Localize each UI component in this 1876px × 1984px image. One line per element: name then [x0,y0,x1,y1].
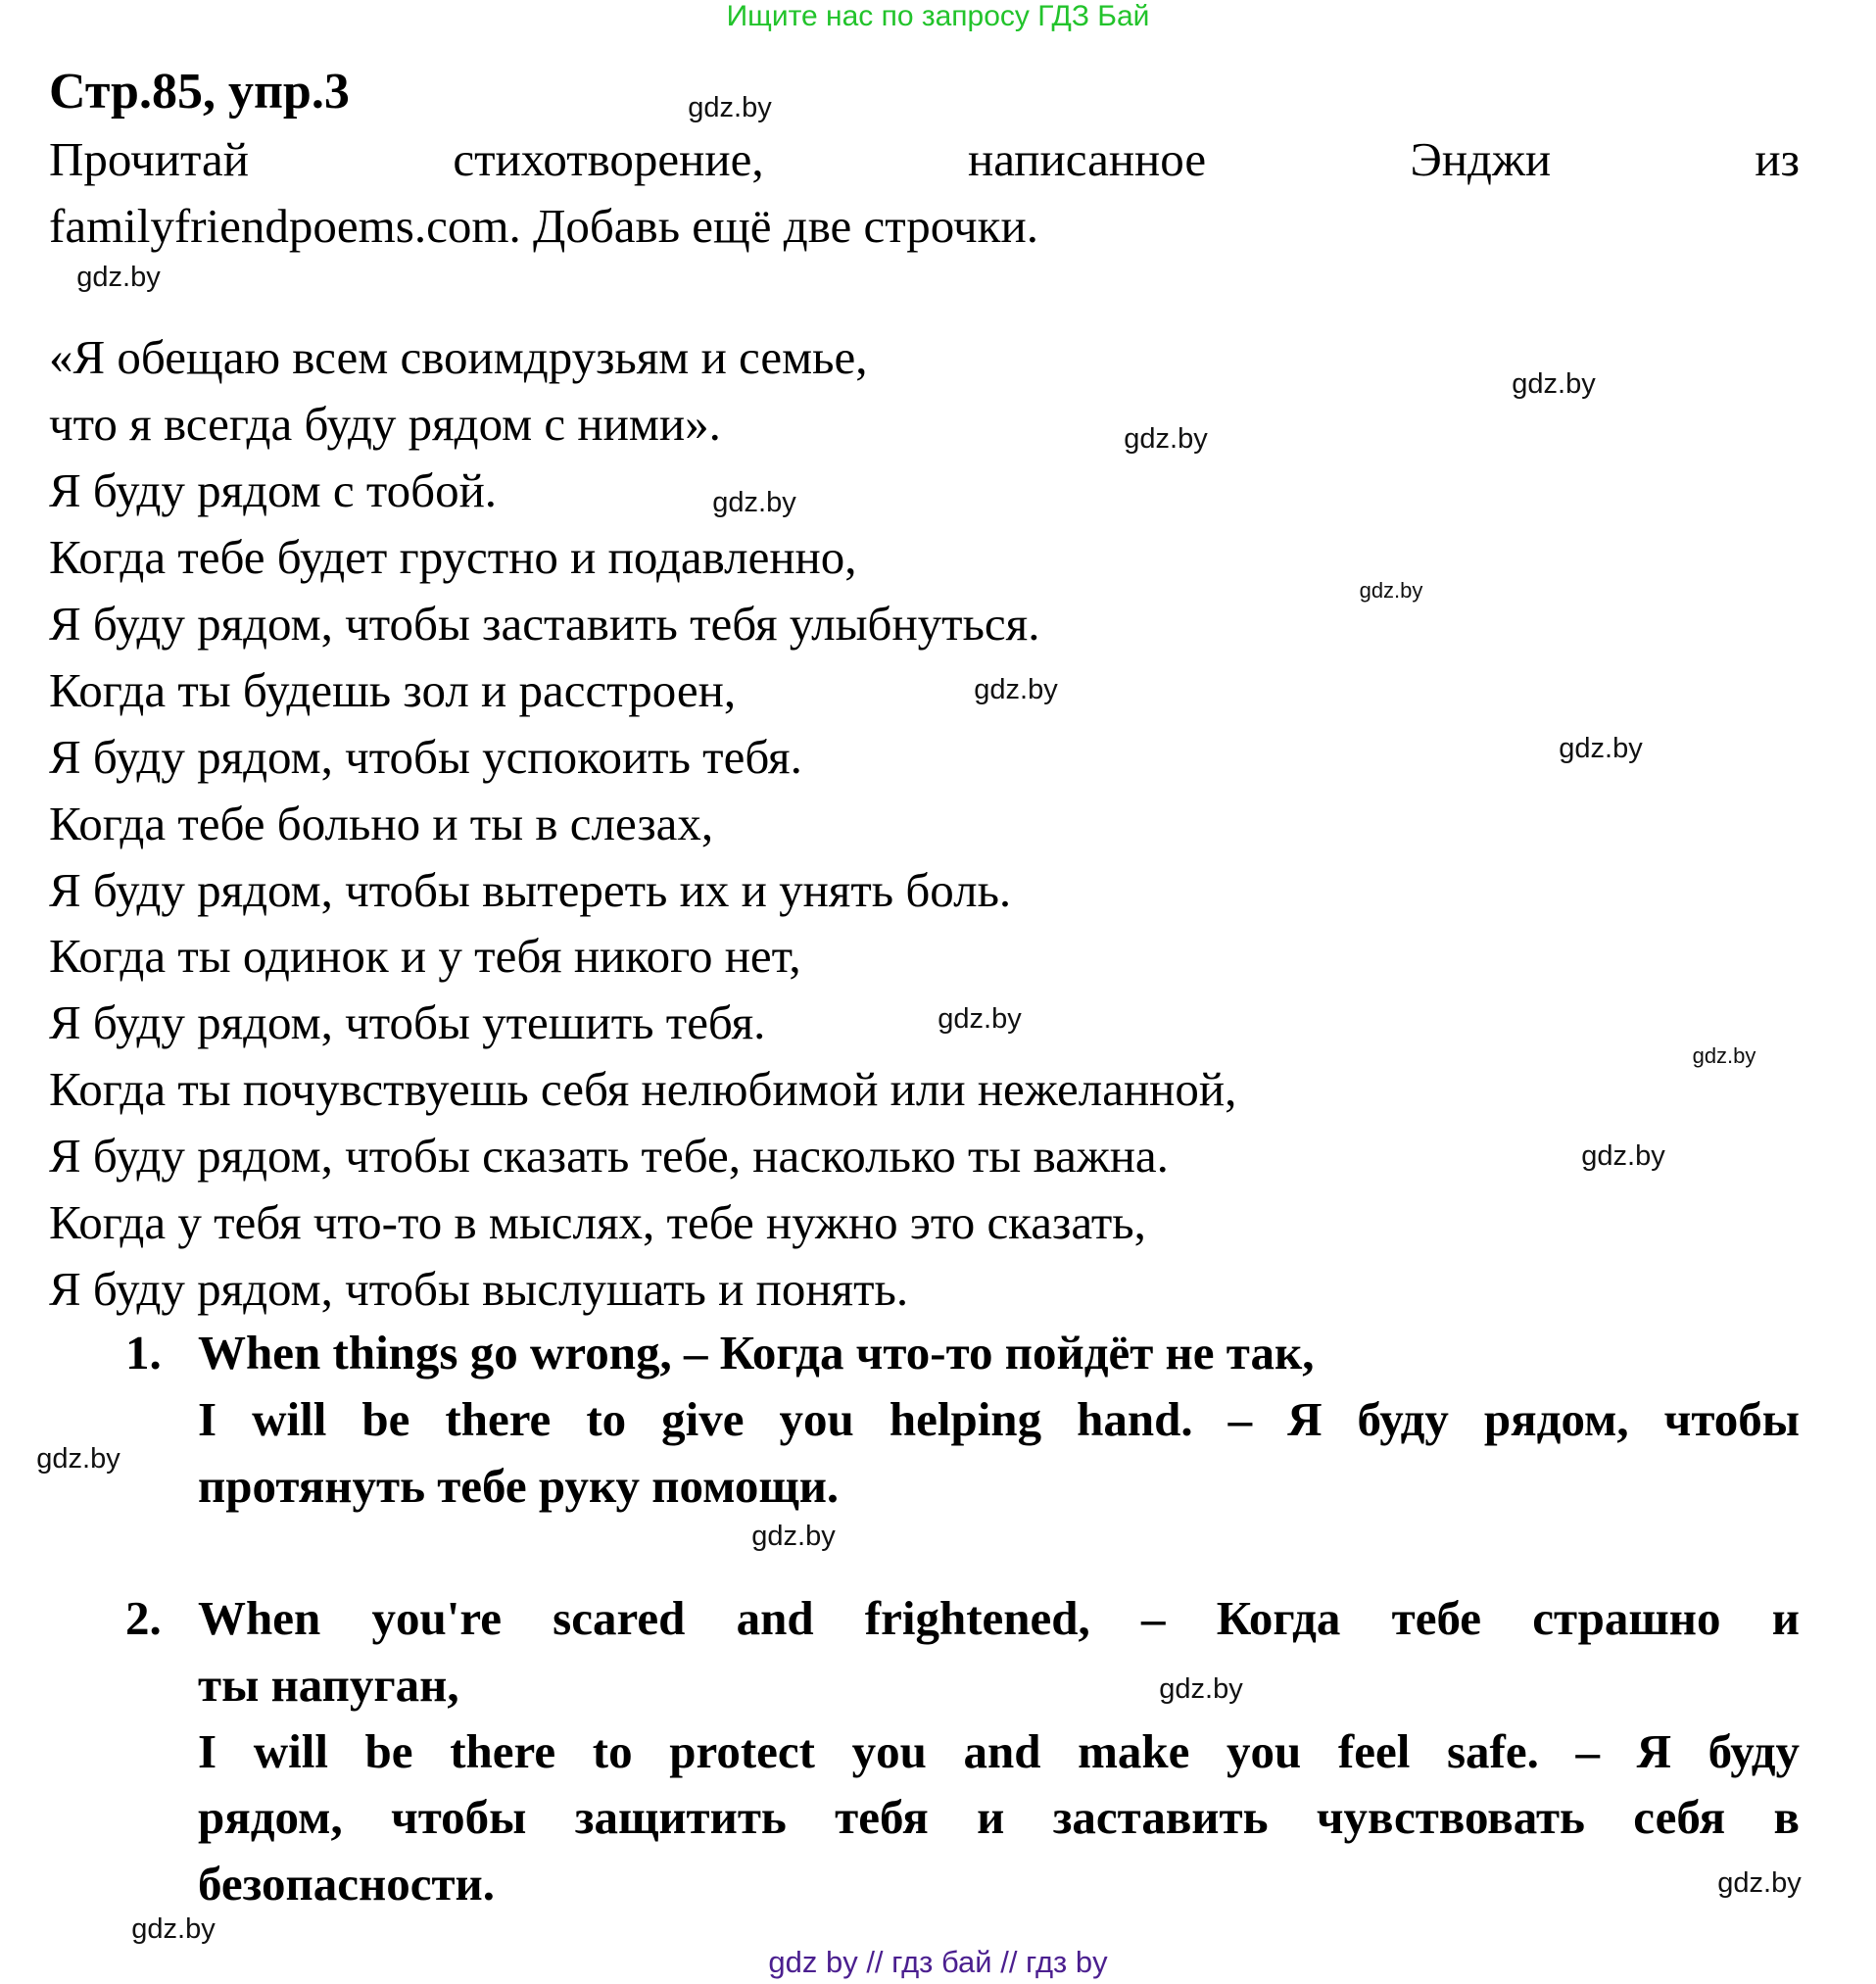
poem-line: Когда тебе будет грустно и подавленно, [49,530,857,584]
watermark: gdz.by [1159,1673,1243,1705]
watermark: gdz.by [131,1913,216,1945]
watermark: gdz.by [1359,578,1423,603]
watermark: gdz.by [1559,733,1643,764]
watermark: gdz.by [1717,1867,1802,1899]
answer-number: 1. [125,1326,162,1379]
answer-line: безопасности. [198,1857,496,1911]
poem-line: Я буду рядом с тобой. [49,463,498,517]
poem-line: Я буду рядом, чтобы вытереть их и унять боль. [49,863,1012,917]
poem-line: Я буду рядом, чтобы утешить тебя. [49,995,766,1049]
poem-line: Я буду рядом, чтобы сказать тебе, насколько ты важна. [49,1129,1169,1183]
watermark: gdz.by [36,1443,120,1475]
poem-line: Я буду рядом, чтобы успокоить тебя. [49,730,802,784]
answer-line: I will be there to give you helping hand. – Я буду рядом, чтобы [198,1392,1800,1446]
answer-line: рядом, чтобы защитить тебя и заставить чувствовать себя в [198,1790,1800,1844]
poem-line: «Я обещаю всем своимдрузьям и семье, [49,330,868,384]
poem-line: Когда ты будешь зол и расстроен, [49,663,737,717]
watermark: gdz.by [1124,423,1208,455]
poem-line: Я буду рядом, чтобы выслушать и понять. [49,1262,909,1316]
watermark: gdz.by [1512,368,1596,400]
answer-line: I will be there to protect you and make you feel safe. – Я буду [198,1724,1800,1778]
answer-line: When you're scared and frightened, – Когда тебе страшно и [198,1591,1800,1645]
poem-line: что я всегда буду рядом с ними». [49,397,721,451]
watermark: gdz.by [712,487,796,518]
watermark: gdz.by [76,262,161,293]
watermark: gdz.by [1692,1043,1756,1068]
answer-line: ты напуган, [198,1658,459,1712]
instruction-line-2: familyfriendpoems.com. Добавь ещё две строчки. [49,199,1038,253]
watermark: gdz.by [688,92,772,123]
poem-line: Я буду рядом, чтобы заставить тебя улыбнуться. [49,597,1040,651]
answer-number: 2. [125,1591,162,1645]
answer-line: протянуть тебе руку помощи. [198,1459,840,1513]
watermark: gdz.by [938,1003,1022,1035]
poem-line: Когда ты одинок и у тебя никого нет, [49,929,801,983]
poem-line: Когда тебе больно и ты в слезах, [49,797,714,850]
page-title: Стр.85, упр.3 [49,64,350,120]
poem-line: Когда у тебя что-то в мыслях, тебе нужно это сказать, [49,1195,1146,1249]
watermark: gdz.by [974,674,1058,705]
watermark: gdz.by [751,1521,836,1552]
answer-line: When things go wrong, – Когда что-то пойдёт не так, [198,1326,1315,1379]
instruction-line-1: Прочитай стихотворение, написанное Энджи из [49,132,1800,186]
poem-line: Когда ты почувствуешь себя нелюбимой или нежеланной, [49,1062,1237,1116]
footer-links: gdz by // гдз бай // гдз by [768,1945,1108,1979]
watermark: gdz.by [1581,1140,1665,1172]
search-banner: Ищите нас по запросу ГДЗ Бай [726,0,1150,32]
